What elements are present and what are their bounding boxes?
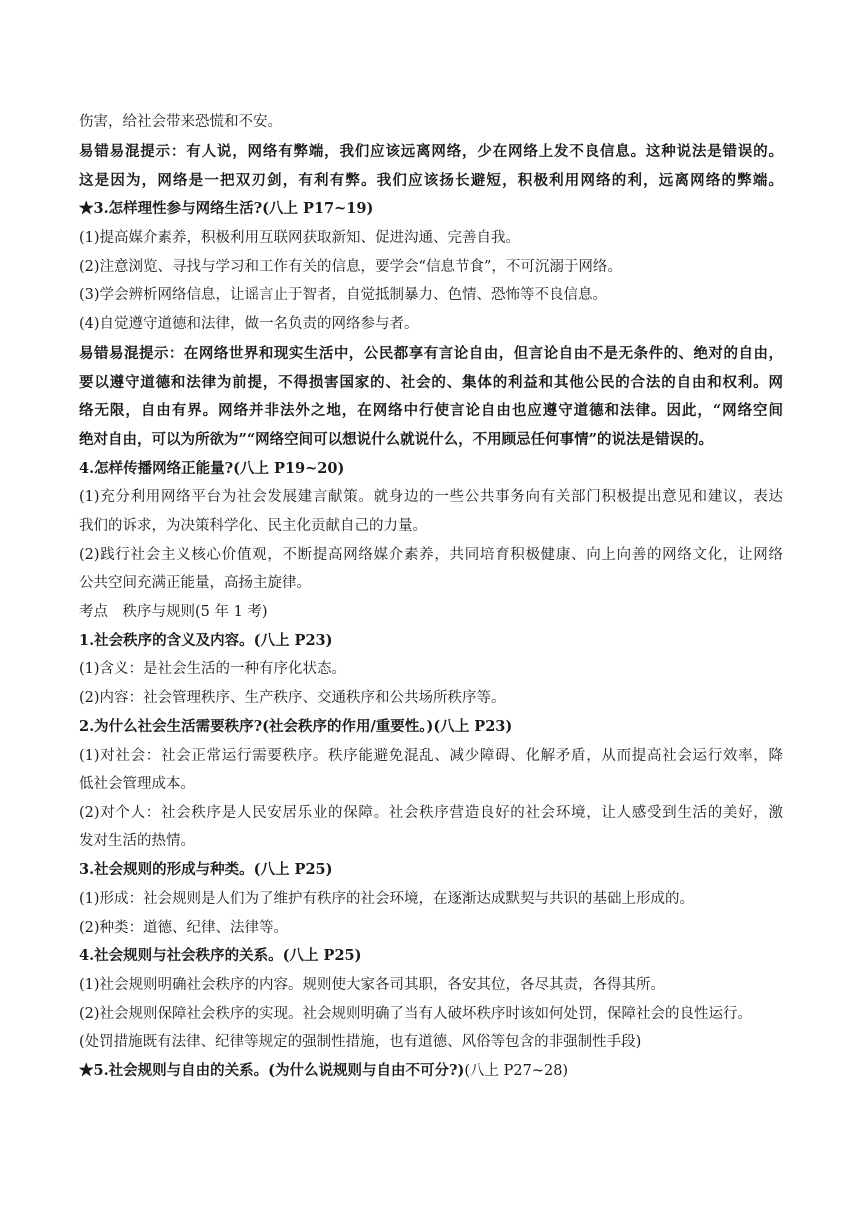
tip-line: 易错易混提示：在网络世界和现实生活中，公民都享有言论自由，但言论自由不是无条件的、绝对的自由， [79,345,783,362]
tip-line: 这是因为，网络是一把双刃剑，有利有弊。我们应该扬长避短，积极利用网络的利，远离网络的弊端。 [79,172,783,189]
section-heading: 4.社会规则与社会秩序的关系。(八上 P25) [79,947,362,964]
text-line: (2)对个人：社会秩序是人民安居乐业的保障。社会秩序营造良好的社会环境，让人感受到生活的美好，激 [79,805,783,821]
tip-line: 易错易混提示：有人说，网络有弊端，我们应该远离网络，少在网络上发不良信息。这种说法是错误的。 [79,143,783,160]
tip-line: 绝对自由，可以为所欲为”“网络空间可以想说什么就说什么，不用顾忌任何事情”的说法是错误的。 [79,431,714,448]
text-line: 我们的诉求，为决策科学化、民主化贡献自己的力量。 [79,518,427,534]
text-line: (1)社会规则明确社会秩序的内容。规则使大家各司其职，各安其位，各尽其责，各得其所。 [79,977,666,993]
text-line: 低社会管理成本。 [79,776,195,792]
section-heading: 4.怎样传播网络正能量?(八上 P19~20) [79,460,345,477]
text-line: (3)学会辨析网络信息，让谣言止于智者，自觉抵制暴力、色情、恐怖等不良信息。 [79,287,608,303]
text-line: (处罚措施既有法律、纪律等规定的强制性措施，也有道德、风俗等包含的非强制性手段) [79,1034,642,1050]
text-line: (1)充分利用网络平台为社会发展建言献策。就身边的一些公共事务向有关部门积极提出意见和建议，表达 [79,489,783,505]
text-line: (1)对社会：社会正常运行需要秩序。秩序能避免混乱、减少障碍、化解矛盾，从而提高社会运行效率，降 [79,748,783,764]
text-line: (2)注意浏览、寻找与学习和工作有关的信息，要学会“信息节食”，不可沉溺于网络。 [79,259,622,275]
text-line: (2)践行社会主义核心价值观，不断提高网络媒介素养，共同培育积极健康、向上向善的网络文化，让网络 [79,547,783,563]
text-line: 伤害，给社会带来恐慌和不安。 [79,114,282,130]
text-line: (1)形成：社会规则是人们为了维护有秩序的社会环境，在逐渐达成默契与共识的基础上形成的。 [79,891,695,907]
text-line: (2)社会规则保障社会秩序的实现。社会规则明确了当有人破坏秩序时该如何处罚，保障社会的良性运行。 [79,1006,753,1022]
section-heading: ★3.怎样理性参与网络生活?(八上 P17~19) [79,200,374,217]
heading-bold-part: ★5.社会规则与自由的关系。(为什么说规则与自由不可分?) [79,1062,465,1079]
text-line: (2)种类：道德、纪律、法律等。 [79,920,289,936]
section-heading: 2.为什么社会生活需要秩序?(社会秩序的作用/重要性。)(八上 P23) [79,718,513,735]
text-line: (4)自觉遵守道德和法律，做一名负责的网络参与者。 [79,316,419,332]
tip-line: 络无限，自由有界。网络并非法外之地，在网络中行使言论自由也应遵守道德和法律。因此，“网络空间 [79,402,783,419]
section-heading: 3.社会规则的形成与种类。(八上 P25) [79,861,333,878]
text-line: 发对生活的热情。 [79,833,195,849]
section-heading: 1.社会秩序的含义及内容。(八上 P23) [79,632,333,649]
topic-heading: 考点 秩序与规则(5 年 1 考) [79,604,268,620]
tip-line: 要以遵守道德和法律为前提，不得损害国家的、社会的、集体的利益和其他公民的合法的自由和权利。网 [79,374,783,391]
text-line: (1)含义：是社会生活的一种有序化状态。 [79,661,347,677]
text-line: (1)提高媒介素养，积极利用互联网获取新知、促进沟通、完善自我。 [79,230,521,246]
section-heading [79,1061,783,1081]
heading-page-ref: (八上 P27~28) [464,1063,569,1079]
text-line: 公共空间充满正能量，高扬主旋律。 [79,575,311,591]
text-line: (2)内容：社会管理秩序、生产秩序、交通秩序和公共场所秩序等。 [79,690,506,706]
